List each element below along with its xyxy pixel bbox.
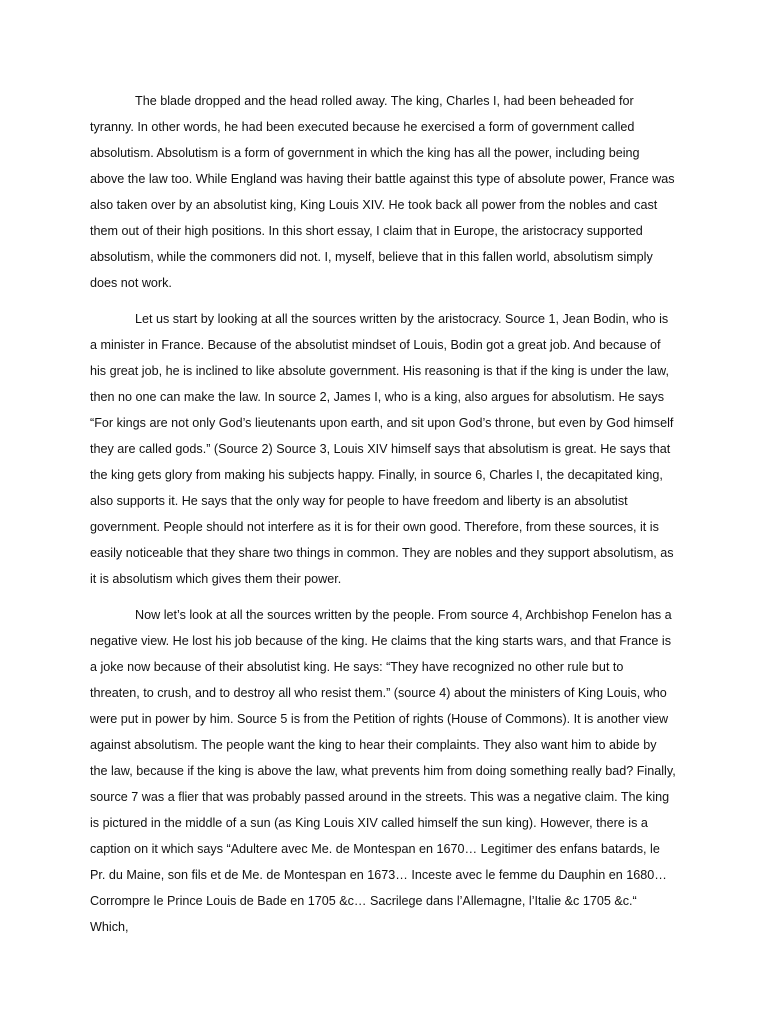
paragraph-people-sources: Now let’s look at all the sources written by the people. From source 4, Archbishop Fenelon has a negative view. He lost his job because of the king. He claims that the king starts wars, and that France is a joke now because of their absolutist king. He says: “They have recognized no other rule but to threaten, to crush, and to destroy all who resist them.” (source 4) about the ministers of King Louis, who were put in power by him. Source 5 is from the Petition of rights (House of Commons). It is another view against absolutism. The people want the king to hear their complaints. They also want him to abide by the law, because if the king is above the law, what prevents him from doing something really bad? Finally, source 7 was a flier that was probably passed around in the streets. This was a negative claim. The king is pictured in the middle of a sun (as King Louis XIV called himself the sun king). However, there is a caption on it which says “Adultere avec Me. de Montespan en 1670… Legitimer des enfans batards, le Pr. du Maine, son fils et de Me. de Montespan en 1673… Inceste avec le femme du Dauphin en 1680… Corrompre le Prince Louis de Bade en 1705 &c… Sacrilege dans l’Allemagne, l’Italie &c 1705 &c.“ Which, (90, 608, 676, 934)
paragraph-aristocracy-sources: Let us start by looking at all the sources written by the aristocracy. Source 1, Jean Bodin, who is a minister in France. Because of the absolutist mindset of Louis, Bodin got a great job. And because of his great job, he is inclined to like absolute government. His reasoning is that if the king is under the law, then no one can make the law. In source 2, James I, who is a king, also argues for absolutism. He says “For kings are not only God’s lieutenants upon earth, and sit upon God’s throne, but even by God himself they are called gods.” (Source 2) Source 3, Louis XIV himself says that absolutism is great. He says that the king gets glory from making his subjects happy. Finally, in source 6, Charles I, the decapitated king, also supports it. He says that the only way for people to have freedom and liberty is an absolutist government. People should not interfere as it is for their own good. Therefore, from these sources, it is easily noticeable that they share two things in common. They are nobles and they support absolutism, as it is absolutism which gives them their power. (90, 312, 674, 586)
paragraph-introduction: The blade dropped and the head rolled away. The king, Charles I, had been beheaded for tyranny. In other words, he had been executed because he exercised a form of government called absolutism. Absolutism is a form of government in which the king has all the power, including being above the law too. While England was having their battle against this type of absolute power, France was also taken over by an absolutist king, King Louis XIV. He took back all power from the nobles and cast them out of their high positions. In this short essay, I claim that in Europe, the aristocracy supported absolutism, while the commoners did not. I, myself, believe that in this fallen world, absolutism simply does not work. (90, 94, 675, 290)
document-body (90, 88, 676, 950)
